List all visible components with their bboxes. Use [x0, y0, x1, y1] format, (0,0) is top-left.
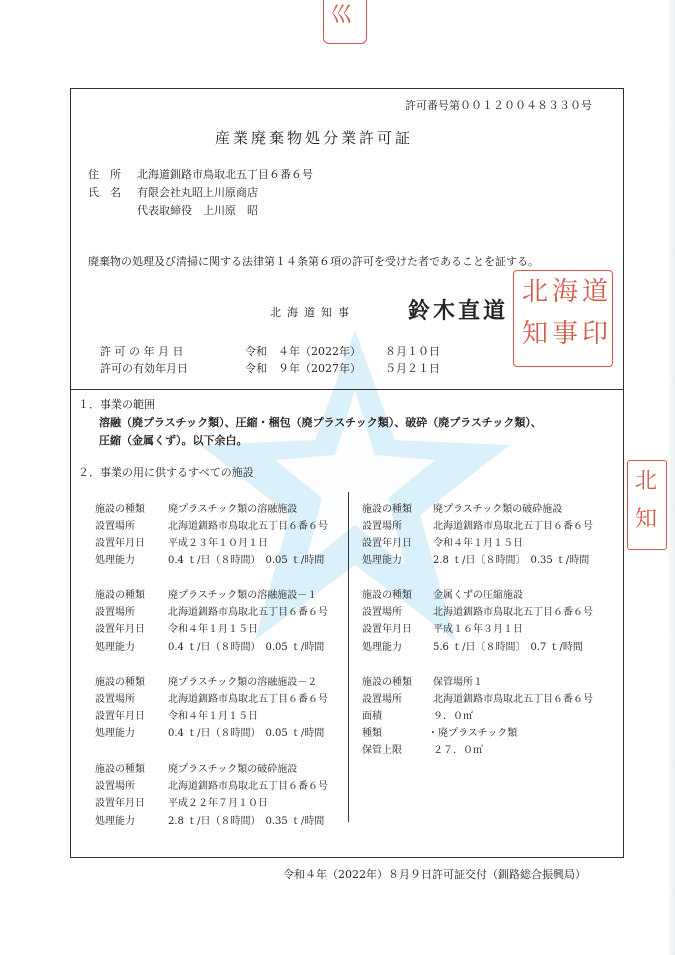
storage-type-label: 施設の種類	[362, 677, 412, 688]
facility-capacity: 0.4 ｔ/日（８時間） 0.05 ｔ/時間	[168, 642, 325, 653]
facility-location: 北海道釧路市鳥取北五丁目６番６号	[433, 521, 593, 532]
governor-title: 北海道知事	[270, 306, 355, 319]
facility-capacity-label: 処理能力	[362, 555, 402, 566]
facility-capacity-label: 処理能力	[95, 642, 135, 653]
facility-capacity-label: 処理能力	[95, 816, 135, 827]
facility-date: 平成１６年３月１日	[433, 624, 523, 635]
facility-date: 令和４年１月１５日	[168, 624, 258, 635]
name-label: 氏 名	[88, 186, 121, 199]
facility-type-label: 施設の種類	[95, 504, 145, 515]
section-divider	[70, 389, 624, 390]
facility-type: 廃プラスチック類の溶融施設－１	[168, 590, 318, 601]
governor-seal-stamp: 北 海 道 知 事 印	[513, 270, 613, 367]
facility-capacity: 2.8 ｔ/日（８時間） 0.35 ｔ/時間	[168, 816, 325, 827]
facility-date-label: 設置年月日	[95, 624, 145, 635]
company-name: 有限会社丸昭上川原商店	[137, 186, 258, 199]
facility-type-label: 施設の種類	[362, 504, 412, 515]
governor-signature: 鈴木直道	[408, 298, 509, 324]
page-edge-shadow	[667, 0, 675, 955]
facility-location-label: 設置場所	[362, 521, 402, 532]
address-label: 住 所	[88, 168, 121, 181]
facility-date-label: 設置年月日	[362, 624, 412, 635]
facilities-heading: ２．事業の用に供するすべての施設	[78, 466, 254, 479]
facility-location: 北海道釧路市鳥取北五丁目６番６号	[168, 781, 328, 792]
facility-capacity: 5.6 ｔ/日〔８時間〕 0.7 ｔ/時間	[433, 642, 583, 653]
facility-date-label: 設置年月日	[362, 538, 412, 549]
facility-date-label: 設置年月日	[95, 711, 145, 722]
scope-line-2: 圧縮（金属くず）。以下余白。	[99, 434, 248, 447]
permit-date-era: 令和 ４年（2022年）	[245, 345, 361, 358]
facility-location-label: 設置場所	[95, 781, 135, 792]
facility-capacity-label: 処理能力	[362, 642, 402, 653]
facility-location-label: 設置場所	[362, 607, 402, 618]
facility-type-label: 施設の種類	[95, 764, 145, 775]
top-seal-stamp: ⼮	[323, 0, 367, 44]
facility-location-label: 設置場所	[95, 607, 135, 618]
permit-number: 許可番号第００１２００４８３３０号	[405, 99, 592, 112]
facility-capacity: 2.8 ｔ/日〔８時間〕 0.35 ｔ/時間	[433, 555, 590, 566]
side-seal-stamp: 北 知	[627, 460, 667, 550]
storage-area-label: 面積	[362, 711, 382, 722]
address-value: 北海道釧路市鳥取北五丁目６番６号	[137, 168, 313, 181]
facility-date: 令和４年１月１５日	[168, 711, 258, 722]
expiry-date-label: 許可の有効年月日	[100, 362, 188, 375]
storage-type: 保管場所１	[433, 677, 483, 688]
storage-limit-label: 保管上限	[362, 745, 402, 756]
facilities-column-divider	[348, 492, 349, 822]
facility-capacity-label: 処理能力	[95, 728, 135, 739]
facility-date: 平成２２年７月１０日	[168, 798, 268, 809]
storage-kind-label: 種類	[362, 728, 382, 739]
storage-location: 北海道釧路市鳥取北五丁目６番６号	[433, 694, 593, 705]
storage-location-label: 設置場所	[362, 694, 402, 705]
expiry-date-era: 令和 ９年（2027年）	[245, 362, 361, 375]
permit-date-label: 許 可 の 年 月 日	[100, 345, 184, 358]
facility-capacity: 0.4 ｔ/日（８時間） 0.05 ｔ/時間	[168, 555, 325, 566]
facility-type: 金属くずの圧縮施設	[433, 590, 523, 601]
facility-type: 廃プラスチック類の破砕施設	[168, 764, 298, 775]
facility-date-label: 設置年月日	[95, 538, 145, 549]
storage-kind: ・廃プラスチック類	[428, 728, 518, 739]
representative-name: 代表取締役 上川原 昭	[137, 204, 258, 217]
facility-date-label: 設置年月日	[95, 798, 145, 809]
certification-statement: 廃棄物の処理及び清掃に関する法律第１４条第６項の許可を受けた者であることを証する。	[88, 255, 539, 268]
facility-location-label: 設置場所	[95, 694, 135, 705]
certificate-title: 産業廃棄物処分業許可証	[215, 129, 414, 147]
issue-footer: 令和４年（2022年）８月９日許可証交付（釧路総合振興局）	[283, 868, 586, 881]
expiry-date-md: ５月２１日	[385, 362, 440, 375]
facility-location: 北海道釧路市鳥取北五丁目６番６号	[168, 694, 328, 705]
facility-location: 北海道釧路市鳥取北五丁目６番６号	[433, 607, 593, 618]
facility-capacity-label: 処理能力	[95, 555, 135, 566]
facility-location: 北海道釧路市鳥取北五丁目６番６号	[168, 607, 328, 618]
facility-date: 平成２３年１０月１日	[168, 538, 268, 549]
facility-location: 北海道釧路市鳥取北五丁目６番６号	[168, 521, 328, 532]
scope-line-1: 溶融（廃プラスチック類）、圧縮・梱包（廃プラスチック類）、破砕（廃プラスチック類）、	[99, 416, 542, 429]
facility-type: 廃プラスチック類の溶融施設－２	[168, 677, 318, 688]
facility-location-label: 設置場所	[95, 521, 135, 532]
facility-type-label: 施設の種類	[362, 590, 412, 601]
scope-heading: １．事業の範囲	[78, 398, 155, 411]
storage-limit: ２７．０㎥	[433, 745, 483, 756]
facility-type: 廃プラスチック類の溶融施設	[168, 504, 298, 515]
storage-area: ９．０㎡	[433, 711, 473, 722]
facility-type-label: 施設の種類	[95, 677, 145, 688]
facility-type-label: 施設の種類	[95, 590, 145, 601]
facility-date: 令和４年１月１５日	[433, 538, 523, 549]
facility-capacity: 0.4 ｔ/日（８時間） 0.05 ｔ/時間	[168, 728, 325, 739]
facility-type: 廃プラスチック類の破砕施設	[433, 504, 563, 515]
permit-date-md: ８月１０日	[385, 345, 440, 358]
